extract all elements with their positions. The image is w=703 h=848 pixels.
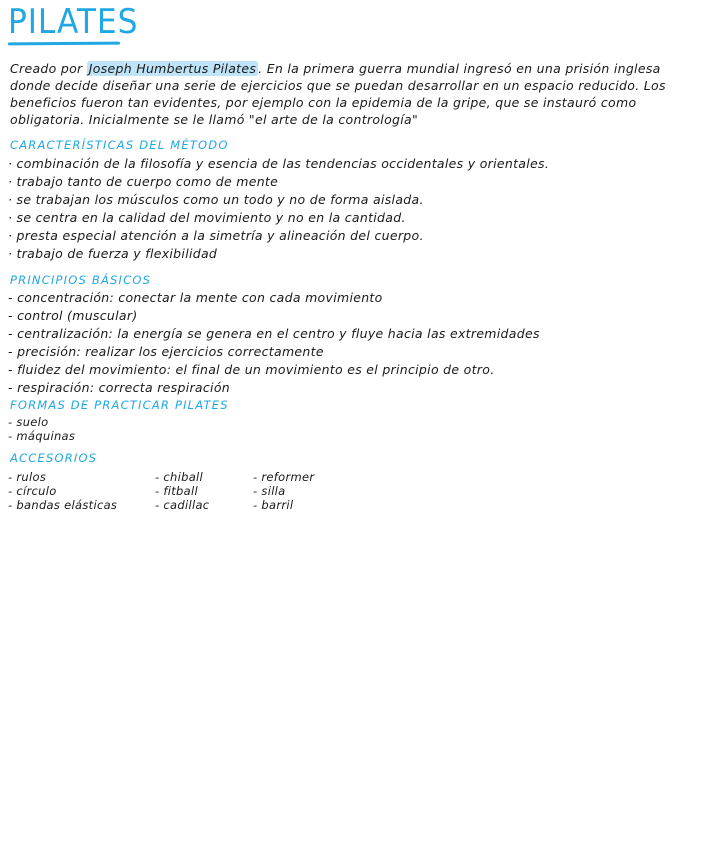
- list-item: - chiball: [155, 470, 204, 484]
- list-item: - respiración: correcta respiración: [8, 380, 230, 395]
- list-item: - máquinas: [8, 429, 76, 443]
- list-accesorios-col2: [155, 470, 209, 512]
- list-item: · trabajo tanto de cuerpo como de mente: [8, 174, 279, 189]
- heading-accesorios: ACCESORIOS: [10, 451, 98, 465]
- intro-paragraph: [10, 60, 690, 128]
- heading-caracteristicas: CARACTERÍSTICAS DEL MÉTODO: [10, 138, 229, 152]
- list-principios: [8, 289, 540, 397]
- intro-rest: . En la primera guerra mundial ingresó en una prisión inglesa donde decide diseñar una serie de ejercicios que se puedan desarrollar en un espacio reducido. Los beneficios fueron tan evidentes, por ejemplo con la epidemia de la gripe, que se instauró como obligatoria. Inicialmente se le llamó "el arte de la contrología": [10, 61, 666, 127]
- intro-prefix: Creado por: [10, 61, 87, 76]
- list-item: - reformer: [253, 470, 315, 484]
- list-formas: [8, 415, 75, 443]
- list-item: - círculo: [8, 484, 57, 498]
- heading-principios: PRINCIPIOS BÁSICOS: [10, 273, 152, 287]
- list-item: - cadillac: [155, 498, 210, 512]
- title-underline: [8, 42, 120, 46]
- list-item: - fluidez del movimiento: el final de un movimiento es el principio de otro.: [8, 362, 495, 377]
- list-accesorios-col1: [8, 470, 117, 512]
- list-accesorios-col3: [253, 470, 314, 512]
- list-item: - silla: [253, 484, 286, 498]
- list-item: · se trabajan los músculos como un todo y no de forma aislada.: [8, 192, 424, 207]
- list-item: - precisión: realizar los ejercicios correctamente: [8, 344, 324, 359]
- page-title: PILATES: [8, 2, 139, 42]
- list-item: - suelo: [8, 415, 49, 429]
- list-item: - barril: [253, 498, 294, 512]
- list-caracteristicas: [8, 155, 549, 263]
- list-item: - rulos: [8, 470, 47, 484]
- list-item: - control (muscular): [8, 308, 138, 323]
- list-item: · presta especial atención a la simetría y alineación del cuerpo.: [8, 228, 424, 243]
- list-item: - centralización: la energía se genera en el centro y fluye hacia las extremidades: [8, 326, 540, 341]
- list-item: - fitball: [155, 484, 198, 498]
- list-item: - bandas elásticas: [8, 498, 118, 512]
- heading-formas: FORMAS DE PRACTICAR PILATES: [10, 398, 229, 412]
- intro-highlight: Joseph Humbertus Pilates: [88, 61, 257, 76]
- list-item: · se centra en la calidad del movimiento y no en la cantidad.: [8, 210, 406, 225]
- list-item: · combinación de la filosofía y esencia de las tendencias occidentales y orientales.: [8, 156, 550, 171]
- list-item: - concentración: conectar la mente con cada movimiento: [8, 290, 383, 305]
- list-item: · trabajo de fuerza y flexibilidad: [8, 246, 218, 261]
